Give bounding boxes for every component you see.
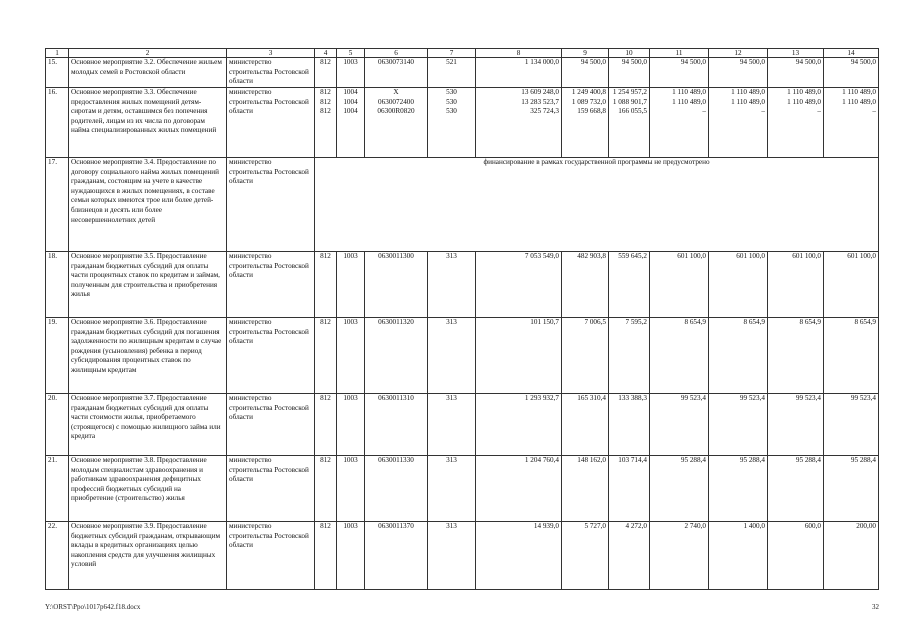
executor: министерство строительства Ростовской области xyxy=(227,88,315,158)
value-cell xyxy=(562,318,609,394)
row-number: 15. xyxy=(46,58,69,88)
value-cell xyxy=(315,456,337,522)
value-cell xyxy=(337,394,365,456)
column-header: 2 xyxy=(69,49,227,58)
cell-value: 99 523,4 xyxy=(739,394,765,402)
value-cell xyxy=(824,58,879,88)
cell-value: 600,0 xyxy=(804,522,821,530)
cell-value: 0630011370 xyxy=(378,522,414,530)
value-cell xyxy=(650,456,709,522)
executor: министерство строительства Ростовской области xyxy=(227,394,315,456)
cell-value: 313 xyxy=(446,252,457,260)
cell-value: 99 523,4 xyxy=(680,394,706,402)
value-cell xyxy=(824,318,879,394)
cell-value: 2 740,0 xyxy=(684,522,706,530)
value-cell xyxy=(337,58,365,88)
column-header: 5 xyxy=(337,49,365,58)
cell-value: 99 523,4 xyxy=(850,394,876,402)
value-cell xyxy=(337,252,365,318)
value-cell xyxy=(650,318,709,394)
cell-value: 94 500,0 xyxy=(580,58,606,66)
cell-value: 165 310,4 xyxy=(577,394,606,402)
cell-value: 166 055,5 xyxy=(618,107,647,116)
cell-value: 95 288,4 xyxy=(850,456,876,464)
value-cell xyxy=(365,58,428,88)
cell-value: – xyxy=(761,107,765,116)
cell-value: 94 500,0 xyxy=(621,58,647,66)
value-cell xyxy=(365,394,428,456)
cell-value: 1 110 489,0 xyxy=(787,97,821,106)
cell-value: 530 xyxy=(446,88,457,96)
value-cell xyxy=(650,252,709,318)
cell-value: Х xyxy=(393,88,399,96)
row-number: 16. xyxy=(46,88,69,158)
cell-value: 0630011300 xyxy=(378,252,414,260)
value-cell xyxy=(709,88,768,158)
value-cell xyxy=(428,88,476,158)
cell-value: 14 939,0 xyxy=(533,522,559,530)
cell-value: 601 100,0 xyxy=(736,252,765,260)
value-cell xyxy=(476,88,562,158)
value-cell xyxy=(609,88,650,158)
cell-value: 601 100,0 xyxy=(792,252,821,260)
value-cell xyxy=(650,522,709,590)
cell-value: 812 xyxy=(320,107,331,116)
page-number: 32 xyxy=(872,603,879,611)
measure-name: Основное мероприятие 3.3. Обеспечение предоставления жилых помещений детям-сиротам и детям, оставшимся без попечения родителей, лицам из их числа по договорам найма специализированных жилых помещений xyxy=(69,88,227,158)
value-cell xyxy=(709,252,768,318)
value-cell xyxy=(476,522,562,590)
cell-value: 812 xyxy=(320,252,331,260)
table-row xyxy=(46,252,879,318)
funding-note: финансирование в рамках государственной программы не предусмотрено xyxy=(315,158,879,252)
executor: министерство строительства Ростовской области xyxy=(227,522,315,590)
column-header: 6 xyxy=(365,49,428,58)
value-cell xyxy=(315,88,337,158)
value-cell xyxy=(709,456,768,522)
row-number: 21. xyxy=(46,456,69,522)
cell-value: 0630073140 xyxy=(378,58,414,66)
table-row xyxy=(46,58,879,88)
column-header: 12 xyxy=(709,49,768,58)
value-cell xyxy=(476,394,562,456)
executor: министерство строительства Ростовской области xyxy=(227,58,315,88)
cell-value: 1003 xyxy=(343,522,358,530)
cell-value: 1 400,0 xyxy=(743,522,765,530)
cell-value: 521 xyxy=(446,58,457,66)
value-cell xyxy=(428,394,476,456)
column-header: 7 xyxy=(428,49,476,58)
column-header: 4 xyxy=(315,49,337,58)
cell-value: 1004 xyxy=(343,88,358,96)
cell-value: 8 654,9 xyxy=(743,318,765,326)
cell-value: 601 100,0 xyxy=(677,252,706,260)
value-cell xyxy=(428,252,476,318)
value-cell xyxy=(562,252,609,318)
cell-value: 4 272,0 xyxy=(625,522,647,530)
measure-name: Основное мероприятие 3.2. Обеспечение жильем молодых семей в Ростовской области xyxy=(69,58,227,88)
cell-value: 1004 xyxy=(343,97,358,106)
value-cell xyxy=(709,318,768,394)
value-cell xyxy=(562,394,609,456)
value-cell xyxy=(768,394,824,456)
cell-value: 103 714,4 xyxy=(618,456,647,464)
cell-value: 325 724,3 xyxy=(530,107,559,116)
value-cell xyxy=(337,522,365,590)
value-cell xyxy=(824,456,879,522)
value-cell xyxy=(562,522,609,590)
cell-value: 530 xyxy=(446,107,457,116)
cell-value: 94 500,0 xyxy=(850,58,876,66)
cell-value: 1 254 957,2 xyxy=(612,88,647,96)
cell-value: 1 110 489,0 xyxy=(787,88,821,96)
value-cell xyxy=(824,394,879,456)
value-cell xyxy=(609,522,650,590)
table-row xyxy=(46,318,879,394)
cell-value: 8 654,9 xyxy=(854,318,876,326)
cell-value: 1 110 489,0 xyxy=(842,97,876,106)
cell-value: 1 088 901,7 xyxy=(612,97,647,106)
value-cell xyxy=(562,456,609,522)
table-row xyxy=(46,88,879,158)
cell-value: 7 595,2 xyxy=(625,318,647,326)
cell-value: 06300R0820 xyxy=(377,107,415,116)
value-cell xyxy=(768,456,824,522)
measure-name: Основное мероприятие 3.5. Предоставление гражданам бюджетных субсидий для оплаты части процентных ставок по кредитам и займам, полученным для строительства и приобретения жилья xyxy=(69,252,227,318)
cell-value: 313 xyxy=(446,394,457,402)
value-cell xyxy=(428,522,476,590)
cell-value: 101 150,7 xyxy=(530,318,559,326)
cell-value: 1003 xyxy=(343,252,358,260)
value-cell xyxy=(428,318,476,394)
cell-value: 812 xyxy=(320,88,331,96)
cell-value: 200,00 xyxy=(856,522,876,530)
cell-value: 1003 xyxy=(343,318,358,326)
cell-value: 1 110 489,0 xyxy=(672,88,706,96)
value-cell xyxy=(337,456,365,522)
cell-value: 1003 xyxy=(343,58,358,66)
value-cell xyxy=(824,252,879,318)
cell-value: 0630011310 xyxy=(378,394,414,402)
column-header: 1 xyxy=(46,49,69,58)
table-row xyxy=(46,394,879,456)
cell-value: 1 110 489,0 xyxy=(731,97,765,106)
value-cell xyxy=(562,58,609,88)
row-number: 17. xyxy=(46,158,69,252)
value-cell xyxy=(824,522,879,590)
value-cell xyxy=(476,318,562,394)
cell-value: 1 293 932,7 xyxy=(524,394,559,402)
measure-name: Основное мероприятие 3.9. Предоставление бюджетных субсидий гражданам, открывающим вклады в кредитных организациях целью накопления средств для улучшения жилищных условий xyxy=(69,522,227,590)
column-header: 10 xyxy=(609,49,650,58)
value-cell xyxy=(768,522,824,590)
cell-value: 812 xyxy=(320,522,331,530)
header-row xyxy=(46,49,879,58)
value-cell xyxy=(315,522,337,590)
cell-value: 313 xyxy=(446,318,457,326)
cell-value: 812 xyxy=(320,97,331,106)
cell-value: 559 645,2 xyxy=(618,252,647,260)
value-cell xyxy=(650,88,709,158)
measure-name: Основное мероприятие 3.6. Предоставление гражданам бюджетных субсидий для погашения задолженности по жилищным кредитам в случае рождения (усыновления) ребенка в период субсидирования процентных ставок по жилищным кредитам xyxy=(69,318,227,394)
cell-value: 94 500,0 xyxy=(795,58,821,66)
value-cell xyxy=(476,456,562,522)
cell-value: 95 288,4 xyxy=(680,456,706,464)
value-cell xyxy=(428,456,476,522)
measure-name: Основное мероприятие 3.4. Предоставление по договору социального найма жилых помещений гражданам, состоящим на учете в качестве нуждающихся в жилых помещениях, в составе семьи которых имеются трое или более детей-близнецов и десять или более несовершеннолетних детей xyxy=(69,158,227,252)
cell-value: 0630011320 xyxy=(378,318,414,326)
cell-value: 530 xyxy=(446,97,457,106)
cell-value: 812 xyxy=(320,394,331,402)
cell-value: 1 089 732,0 xyxy=(571,97,606,106)
cell-value: 313 xyxy=(446,456,457,464)
cell-value: 133 388,3 xyxy=(618,394,647,402)
cell-value: 601 100,0 xyxy=(847,252,876,260)
cell-value: – xyxy=(817,107,821,116)
cell-value: 1 110 489,0 xyxy=(672,97,706,106)
cell-value: 148 162,0 xyxy=(577,456,606,464)
value-cell xyxy=(562,88,609,158)
value-cell xyxy=(315,394,337,456)
executor: министерство строительства Ростовской области xyxy=(227,318,315,394)
value-cell xyxy=(365,318,428,394)
cell-value: 812 xyxy=(320,456,331,464)
cell-value: 5 727,0 xyxy=(584,522,606,530)
table-row xyxy=(46,522,879,590)
cell-value: 7 006,5 xyxy=(584,318,606,326)
value-cell xyxy=(365,88,428,158)
cell-value: 1003 xyxy=(343,394,358,402)
table-body xyxy=(46,58,879,590)
cell-value: – xyxy=(872,107,876,116)
executor: министерство строительства Ростовской области xyxy=(227,252,315,318)
row-number: 19. xyxy=(46,318,69,394)
cell-value: 812 xyxy=(320,318,331,326)
table-row xyxy=(46,158,879,252)
value-cell xyxy=(315,58,337,88)
column-header: 9 xyxy=(562,49,609,58)
cell-value: 7 053 549,0 xyxy=(524,252,559,260)
cell-value: 1 110 489,0 xyxy=(731,88,765,96)
measure-name: Основное мероприятие 3.7. Предоставление гражданам бюджетных субсидий для оплаты части стоимости жилья, приобретаемого (строящегося) с помощью жилищного займа или кредита xyxy=(69,394,227,456)
value-cell xyxy=(824,88,879,158)
column-header: 13 xyxy=(768,49,824,58)
value-cell xyxy=(609,394,650,456)
row-number: 20. xyxy=(46,394,69,456)
cell-value: 1 249 400,8 xyxy=(571,88,606,96)
cell-value: 1 110 489,0 xyxy=(842,88,876,96)
budget-table xyxy=(45,48,879,590)
value-cell xyxy=(476,252,562,318)
measure-name: Основное мероприятие 3.8. Предоставление молодым специалистам здравоохранения и работникам здравоохранения дефицитных профессий бюджетных субсидий на приобретение (строительство) жилья xyxy=(69,456,227,522)
cell-value: 812 xyxy=(320,58,331,66)
value-cell xyxy=(476,58,562,88)
value-cell xyxy=(709,394,768,456)
cell-value: 313 xyxy=(446,522,457,530)
value-cell xyxy=(365,522,428,590)
value-cell xyxy=(365,252,428,318)
value-cell xyxy=(609,58,650,88)
value-cell xyxy=(428,58,476,88)
cell-value: 95 288,4 xyxy=(795,456,821,464)
table-row xyxy=(46,456,879,522)
cell-value: 94 500,0 xyxy=(739,58,765,66)
cell-value: 13 283 523,7 xyxy=(521,97,559,106)
value-cell xyxy=(768,88,824,158)
executor: министерство строительства Ростовской области xyxy=(227,158,315,252)
cell-value: 482 903,8 xyxy=(577,252,606,260)
value-cell xyxy=(650,394,709,456)
value-cell xyxy=(709,522,768,590)
cell-value: 1004 xyxy=(343,107,358,116)
row-number: 18. xyxy=(46,252,69,318)
cell-value: 95 288,4 xyxy=(739,456,765,464)
cell-value: 1 134 000,0 xyxy=(524,58,559,66)
value-cell xyxy=(609,252,650,318)
value-cell xyxy=(337,88,365,158)
row-number: 22. xyxy=(46,522,69,590)
column-header: 3 xyxy=(227,49,315,58)
cell-value: 159 668,8 xyxy=(577,107,606,116)
cell-value: 1003 xyxy=(343,456,358,464)
value-cell xyxy=(337,318,365,394)
value-cell xyxy=(768,252,824,318)
cell-value: – xyxy=(702,107,706,116)
value-cell xyxy=(315,252,337,318)
file-path: Y:\ORST\Ppo\1017p642.f18.docx xyxy=(45,603,141,611)
cell-value: 0630011330 xyxy=(378,456,414,464)
cell-value: 99 523,4 xyxy=(795,394,821,402)
value-cell xyxy=(709,58,768,88)
cell-value: 0630072400 xyxy=(378,97,414,106)
executor: министерство строительства Ростовской области xyxy=(227,456,315,522)
value-cell xyxy=(609,318,650,394)
value-cell xyxy=(365,456,428,522)
cell-value: 8 654,9 xyxy=(799,318,821,326)
value-cell xyxy=(768,318,824,394)
value-cell xyxy=(768,58,824,88)
column-header: 14 xyxy=(824,49,879,58)
value-cell xyxy=(650,58,709,88)
column-header: 8 xyxy=(476,49,562,58)
value-cell xyxy=(315,318,337,394)
cell-value: 13 609 248,0 xyxy=(521,88,559,96)
cell-value: 94 500,0 xyxy=(680,58,706,66)
value-cell xyxy=(609,456,650,522)
cell-value: 1 204 760,4 xyxy=(524,456,559,464)
column-header: 11 xyxy=(650,49,709,58)
cell-value: 8 654,9 xyxy=(684,318,706,326)
